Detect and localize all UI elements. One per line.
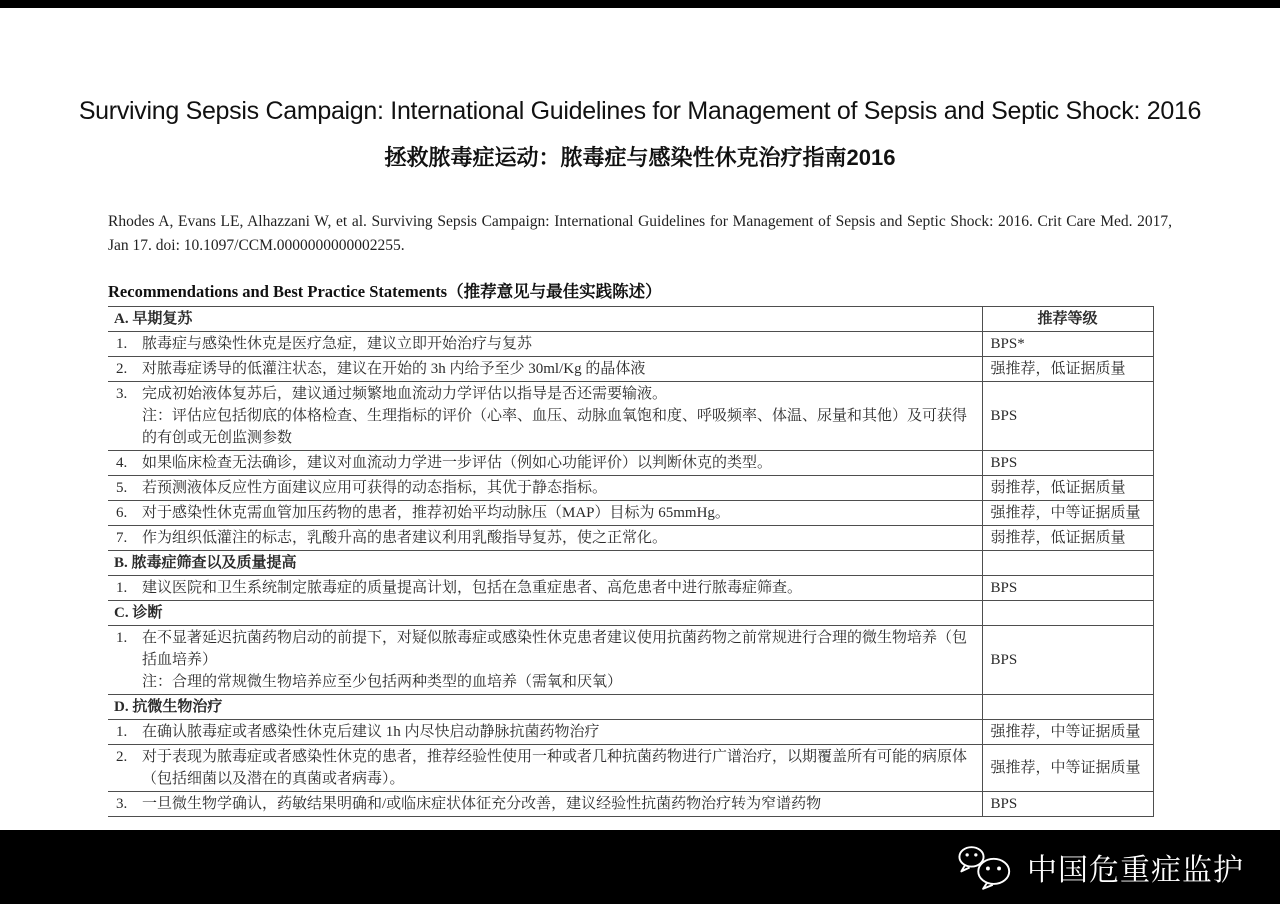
grade-cell: [982, 601, 1153, 626]
content-cell: [108, 382, 982, 451]
section-label: B. 脓毒症筛查以及质量提高: [114, 555, 297, 571]
recommendation-row: [108, 745, 1153, 792]
grade-cell: [982, 332, 1153, 357]
grade-value: BPS: [990, 455, 1018, 471]
item-text: 在不显著延迟抗菌药物启动的前提下，对疑似脓毒症或感染性休克患者建议使用抗菌药物之前常规进行合理的微生物培养（包括血培养）: [142, 630, 968, 668]
item-number: 1.: [116, 724, 128, 740]
recommendation-row: [108, 576, 1153, 601]
content-cell: [108, 576, 982, 601]
grade-cell: [982, 695, 1153, 720]
recommendation-row: [108, 332, 1153, 357]
grade-cell: [982, 792, 1153, 817]
brand-name: 中国危重症监护: [1027, 854, 1244, 887]
grade-cell: [982, 576, 1153, 601]
recommendation-row: [108, 451, 1153, 476]
item-text: 脓毒症与感染性休克是医疗急症，建议立即开始治疗与复苏: [142, 336, 533, 352]
item-number: 6.: [116, 505, 128, 521]
content-cell: [108, 695, 982, 720]
item-text: 完成初始液体复苏后，建议通过频繁地血流动力学评估以指导是否还需要输液。: [142, 386, 668, 402]
footer-bar: [0, 830, 1280, 904]
section-label: A. 早期复苏: [114, 311, 193, 327]
content-cell: [108, 601, 982, 626]
content-cell: [108, 720, 982, 745]
section-heading: Recommendations and Best Practice Statements（推荐意见与最佳实践陈述）: [108, 282, 662, 301]
content-cell: [108, 526, 982, 551]
title-english: Surviving Sepsis Campaign: International Guidelines for Management of Sepsis and Septic Shock: 2016: [78, 97, 1202, 125]
item-number: 1.: [116, 580, 128, 596]
content-cell: [108, 451, 982, 476]
item-number: 5.: [116, 480, 128, 496]
content-cell: [108, 307, 982, 332]
recommendation-row: [108, 792, 1153, 817]
grade-value: 强推荐，中等证据质量: [990, 760, 1141, 776]
grade-value: 强推荐，低证据质量: [990, 361, 1126, 377]
item-text: 建议医院和卫生系统制定脓毒症的质量提高计划，包括在急重症患者、高危患者中进行脓毒症筛查。: [142, 580, 803, 596]
grade-cell: [982, 626, 1153, 695]
grade-value: BPS*: [990, 336, 1025, 352]
grade-cell: [982, 476, 1153, 501]
section-row: [108, 695, 1153, 720]
content-cell: [108, 476, 982, 501]
grade-value: 弱推荐，低证据质量: [990, 530, 1126, 546]
section-label: D. 抗微生物治疗: [114, 699, 223, 715]
title-chinese: 拯救脓毒症运动：脓毒症与感染性休克治疗指南2016: [384, 145, 896, 170]
item-text: 一旦微生物学确认，药敏结果明确和/或临床症状体征充分改善，建议经验性抗菌药物治疗转为窄谱药物: [142, 796, 822, 812]
item-number: 1.: [116, 336, 128, 352]
content-cell: [108, 626, 982, 695]
recommendation-row: [108, 476, 1153, 501]
content-cell: [108, 792, 982, 817]
section-label: C. 诊断: [114, 605, 163, 621]
content-cell: [108, 357, 982, 382]
item-text: 对于感染性休克需血管加压药物的患者，推荐初始平均动脉压（MAP）目标为 65mmHg。: [142, 505, 730, 521]
grade-value: 强推荐，中等证据质量: [990, 724, 1141, 740]
item-number: 3.: [116, 386, 128, 402]
grade-value: 强推荐，中等证据质量: [990, 505, 1141, 521]
item-note: 注：评估应包括彻底的体格检查、生理指标的评价（心率、血压、动脉血氧饱和度、呼吸频率、体温、尿量和其他）及可获得的有创或无创监测参数: [142, 408, 968, 446]
recommendation-row: [108, 526, 1153, 551]
content-cell: [108, 745, 982, 792]
item-note: 注：合理的常规微生物培养应至少包括两种类型的血培养（需氧和厌氧）: [142, 674, 623, 690]
grade-value: BPS: [990, 408, 1018, 424]
content-cell: [108, 501, 982, 526]
section-row: [108, 551, 1153, 576]
item-text: 对于表现为脓毒症或者感染性休克的患者，推荐经验性使用一种或者几种抗菌药物进行广谱治疗，以期覆盖所有可能的病原体（包括细菌以及潜在的真菌或者病毒）。: [142, 749, 968, 787]
grade-cell: [982, 526, 1153, 551]
content-cell: [108, 332, 982, 357]
grade-value: BPS: [990, 796, 1018, 812]
item-text: 若预测液体反应性方面建议应用可获得的动态指标，其优于静态指标。: [142, 480, 608, 496]
wechat-logo-icon: [957, 844, 1015, 891]
item-number: 1.: [116, 630, 128, 646]
grade-cell: [982, 357, 1153, 382]
section-row: [108, 601, 1153, 626]
content-cell: [108, 551, 982, 576]
item-text: 对脓毒症诱导的低灌注状态，建议在开始的 3h 内给予至少 30ml/Kg 的晶体液: [142, 361, 646, 377]
item-number: 2.: [116, 749, 128, 765]
recommendations-table: [108, 306, 1154, 817]
item-number: 4.: [116, 455, 128, 471]
grade-cell: [982, 720, 1153, 745]
recommendation-row: [108, 626, 1153, 695]
recommendation-row: [108, 357, 1153, 382]
section-row: [108, 307, 1153, 332]
grade-value: BPS: [990, 580, 1018, 596]
item-number: 7.: [116, 530, 128, 546]
recommendation-row: [108, 720, 1153, 745]
grade-cell: [982, 451, 1153, 476]
grade-column-header: 推荐等级: [982, 307, 1153, 332]
item-number: 2.: [116, 361, 128, 377]
recommendation-row: [108, 382, 1153, 451]
item-text: 在确认脓毒症或者感染性休克后建议 1h 内尽快启动静脉抗菌药物治疗: [142, 724, 600, 740]
item-text: 如果临床检查无法确诊，建议对血流动力学进一步评估（例如心功能评价）以判断休克的类型。: [142, 455, 773, 471]
grade-value: 弱推荐，低证据质量: [990, 480, 1126, 496]
grade-cell: [982, 501, 1153, 526]
recommendation-row: [108, 501, 1153, 526]
grade-cell: [982, 745, 1153, 792]
item-text: 作为组织低灌注的标志，乳酸升高的患者建议利用乳酸指导复苏，使之正常化。: [142, 530, 668, 546]
item-number: 3.: [116, 796, 128, 812]
citation-text: Rhodes A, Evans LE, Alhazzani W, et al. Surviving Sepsis Campaign: International Guidelines for Management of Sepsis and Septic Shock: 2016. Crit Care Med. 2017, Jan 17. doi: 10.1097/CCM.0000000000002255.: [108, 213, 1172, 254]
grade-value: BPS: [990, 652, 1018, 668]
grade-cell: [982, 551, 1153, 576]
top-black-strip: [0, 0, 1280, 8]
grade-cell: [982, 382, 1153, 451]
